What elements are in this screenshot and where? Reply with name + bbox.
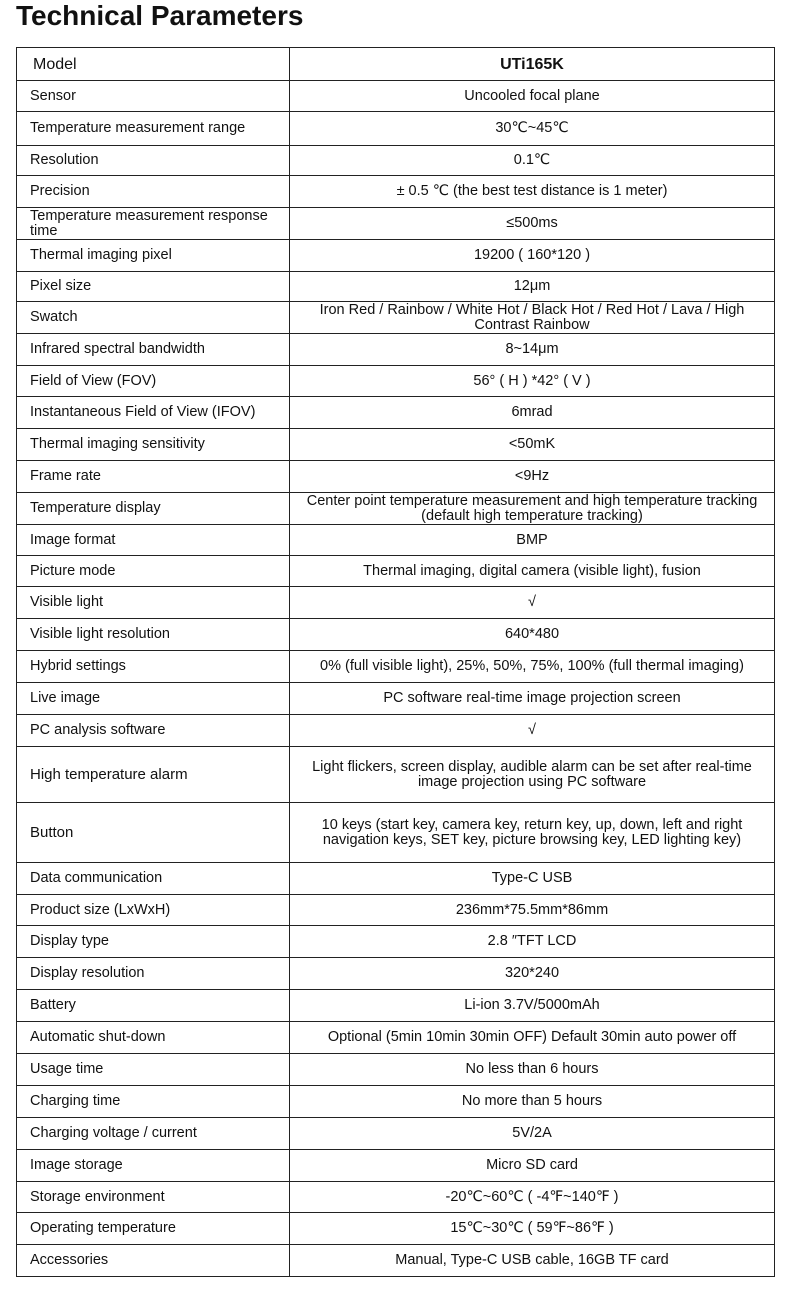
parameter-value: √ [290, 587, 775, 619]
parameter-label: Live image [17, 683, 290, 715]
parameter-label: Frame rate [17, 461, 290, 493]
parameter-label: Usage time [17, 1054, 290, 1086]
parameter-label: Field of View (FOV) [17, 366, 290, 397]
parameter-value: √ [290, 715, 775, 747]
parameter-label: Visible light resolution [17, 619, 290, 651]
parameter-label: High temperature alarm [17, 747, 290, 803]
parameter-label: Temperature measurement response time [17, 208, 290, 240]
parameter-value: Micro SD card [290, 1150, 775, 1182]
table-row [17, 112, 775, 146]
parameter-label: Image format [17, 525, 290, 556]
table-row [17, 651, 775, 683]
table-row [17, 587, 775, 619]
parameter-value: 0.1℃ [290, 146, 775, 176]
table-row [17, 176, 775, 208]
parameter-value: 236mm*75.5mm*86mm [290, 895, 775, 926]
parameter-label: Automatic shut-down [17, 1022, 290, 1054]
header-value: UTi165K [290, 48, 775, 81]
parameter-value: -20℃~60℃ ( -4℉~140℉ ) [290, 1182, 775, 1213]
parameter-value: Manual, Type-C USB cable, 16GB TF card [290, 1245, 775, 1277]
parameter-label: Temperature display [17, 493, 290, 525]
table-row [17, 272, 775, 302]
parameter-label: Display resolution [17, 958, 290, 990]
parameter-value: Li-ion 3.7V/5000mAh [290, 990, 775, 1022]
parameter-value: No less than 6 hours [290, 1054, 775, 1086]
parameter-label: Charging time [17, 1086, 290, 1118]
parameter-value: 56° ( H ) *42° ( V ) [290, 366, 775, 397]
table-row [17, 895, 775, 926]
table-row [17, 208, 775, 240]
table-row [17, 990, 775, 1022]
spec-table-body [17, 48, 775, 1277]
parameter-label: Image storage [17, 1150, 290, 1182]
table-row [17, 1245, 775, 1277]
table-header-row [17, 48, 775, 81]
table-row [17, 1182, 775, 1213]
table-row [17, 803, 775, 863]
table-row [17, 683, 775, 715]
table-row [17, 958, 775, 990]
table-row [17, 429, 775, 461]
parameter-label: Operating temperature [17, 1213, 290, 1245]
parameter-value: Iron Red / Rainbow / White Hot / Black Hot / Red Hot / Lava / High Contrast Rainbow [290, 302, 775, 334]
parameter-value: Center point temperature measurement and high temperature tracking (default high temperature tracking) [290, 493, 775, 525]
parameter-value: Type-C USB [290, 863, 775, 895]
parameter-label: Product size (LxWxH) [17, 895, 290, 926]
parameter-label: Precision [17, 176, 290, 208]
parameter-value: 5V/2A [290, 1118, 775, 1150]
parameter-label: Picture mode [17, 556, 290, 587]
parameter-value: 0% (full visible light), 25%, 50%, 75%, 100% (full thermal imaging) [290, 651, 775, 683]
parameter-label: Swatch [17, 302, 290, 334]
parameter-value: 10 keys (start key, camera key, return key, up, down, left and right navigation keys, SET key, picture browsing key, LED lighting key) [290, 803, 775, 863]
table-row [17, 1213, 775, 1245]
table-row [17, 1086, 775, 1118]
parameter-label: PC analysis software [17, 715, 290, 747]
parameter-label: Instantaneous Field of View (IFOV) [17, 397, 290, 429]
header-label: Model [17, 48, 290, 81]
table-row [17, 926, 775, 958]
table-row [17, 556, 775, 587]
table-row [17, 302, 775, 334]
parameter-label: Display type [17, 926, 290, 958]
parameter-value: Uncooled focal plane [290, 81, 775, 112]
parameter-label: Sensor [17, 81, 290, 112]
parameter-value: <50mK [290, 429, 775, 461]
parameter-value: 30℃~45℃ [290, 112, 775, 146]
parameter-value: 2.8 ″TFT LCD [290, 926, 775, 958]
parameter-value: 15℃~30℃ ( 59℉~86℉ ) [290, 1213, 775, 1245]
parameter-label: Battery [17, 990, 290, 1022]
parameter-value: 640*480 [290, 619, 775, 651]
table-row [17, 1118, 775, 1150]
parameter-label: Storage environment [17, 1182, 290, 1213]
parameter-value: PC software real-time image projection screen [290, 683, 775, 715]
page-title: Technical Parameters [16, 0, 304, 31]
parameter-value: 6mrad [290, 397, 775, 429]
parameter-value: 320*240 [290, 958, 775, 990]
table-row [17, 397, 775, 429]
parameter-value: BMP [290, 525, 775, 556]
parameter-value: 8~14μm [290, 334, 775, 366]
parameter-value: Light flickers, screen display, audible alarm can be set after real-time image projection using PC software [290, 747, 775, 803]
parameter-value: Optional (5min 10min 30min OFF) Default 30min auto power off [290, 1022, 775, 1054]
table-row [17, 461, 775, 493]
table-row [17, 1150, 775, 1182]
table-row [17, 747, 775, 803]
parameter-value: ≤500ms [290, 208, 775, 240]
parameter-label: Pixel size [17, 272, 290, 302]
table-row [17, 525, 775, 556]
parameter-value: ± 0.5 ℃ (the best test distance is 1 meter) [290, 176, 775, 208]
table-row [17, 863, 775, 895]
parameter-label: Infrared spectral bandwidth [17, 334, 290, 366]
table-row [17, 334, 775, 366]
table-row [17, 715, 775, 747]
table-row [17, 1022, 775, 1054]
parameter-label: Resolution [17, 146, 290, 176]
parameter-label: Temperature measurement range [17, 112, 290, 146]
table-row [17, 81, 775, 112]
parameter-value: Thermal imaging, digital camera (visible light), fusion [290, 556, 775, 587]
parameter-label: Accessories [17, 1245, 290, 1277]
parameter-value: 19200 ( 160*120 ) [290, 240, 775, 272]
parameter-label: Button [17, 803, 290, 863]
parameter-value: <9Hz [290, 461, 775, 493]
parameter-label: Thermal imaging pixel [17, 240, 290, 272]
spec-table [16, 47, 775, 1277]
parameter-label: Thermal imaging sensitivity [17, 429, 290, 461]
table-row [17, 366, 775, 397]
parameter-label: Hybrid settings [17, 651, 290, 683]
parameter-value: 12μm [290, 272, 775, 302]
parameter-label: Visible light [17, 587, 290, 619]
parameter-label: Charging voltage / current [17, 1118, 290, 1150]
parameter-label: Data communication [17, 863, 290, 895]
table-row [17, 146, 775, 176]
table-row [17, 240, 775, 272]
table-row [17, 619, 775, 651]
table-row [17, 493, 775, 525]
parameter-value: No more than 5 hours [290, 1086, 775, 1118]
table-row [17, 1054, 775, 1086]
